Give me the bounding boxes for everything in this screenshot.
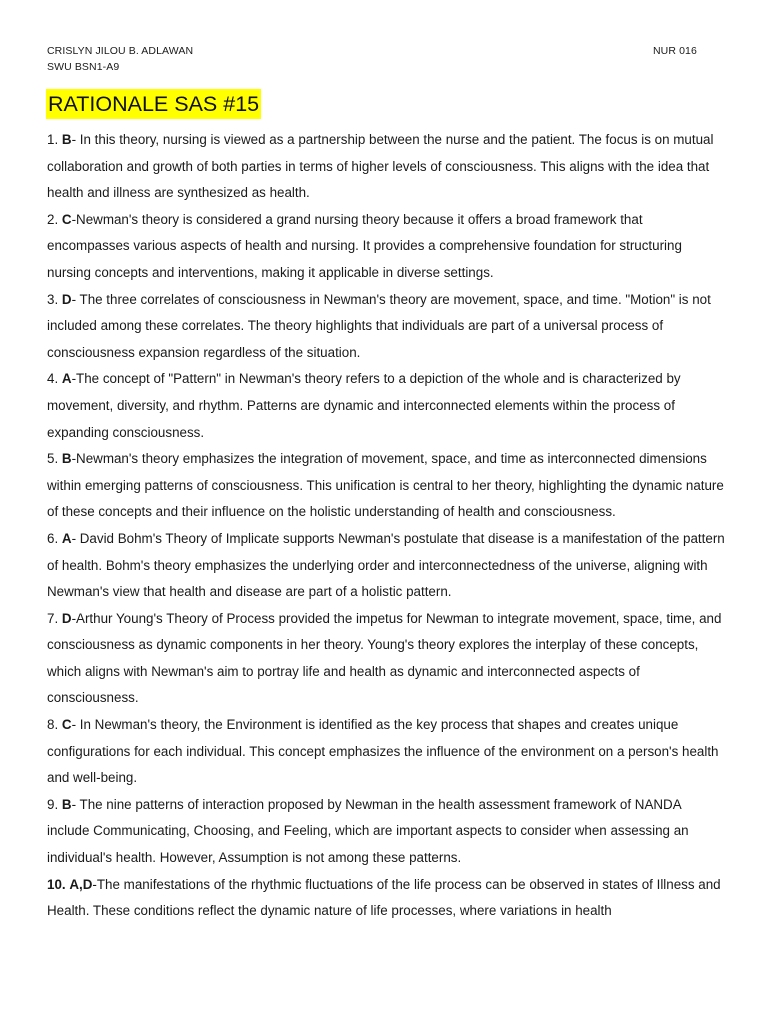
rationale-item [47, 207, 727, 287]
item-answer: D [61, 610, 72, 626]
item-answer: C [61, 211, 72, 227]
rationale-item [47, 526, 727, 606]
item-number: 8. [47, 717, 59, 733]
item-number: 1. [47, 132, 59, 147]
rationale-item [47, 606, 727, 712]
rationale-item [47, 287, 727, 367]
student-name: CRISLYN JILOU B. ADLAWAN [47, 45, 194, 57]
item-number: 9. [47, 796, 59, 812]
course-code: NUR 016 [653, 45, 697, 57]
rationale-item [47, 872, 727, 925]
rationale-item [47, 446, 727, 526]
rationale-item [47, 712, 727, 792]
item-answer: B [61, 796, 72, 812]
item-text: -Arthur Young's Theory of Process provided the impetus for Newman to integrate movement, space, time, and consciousness as dynamic components in her theory. Young's theory explores the interplay of these concepts, which aligns with Newman's aim to portray life and health as dynamic and interconnected aspects of consciousness. [47, 610, 722, 706]
item-number: 4. [47, 371, 59, 387]
item-text: - The nine patterns of interaction proposed by Newman in the health assessment framework of NANDA include Communicating, Choosing, and Feeling, which are important aspects to consider when assessing an individual's health. However, Assumption is not among these patterns. [47, 796, 689, 866]
item-answer: A,D [69, 876, 93, 892]
item-answer: A [61, 371, 72, 387]
item-answer: C [61, 717, 72, 733]
item-answer: D [61, 291, 72, 307]
item-text: - The three correlates of consciousness in Newman's theory are movement, space, and time. "Motion" is not included among these correlates. The theory highlights that individuals are part of a universal process of consciousness expansion regardless of the situation. [47, 291, 711, 360]
item-answer: A [61, 530, 72, 546]
item-number: 3. [47, 291, 59, 307]
item-answer: B [61, 132, 72, 147]
item-text: - In Newman's theory, the Environment is identified as the key process that shapes and creates unique configurations for each individual. This concept emphasizes the influence of the environment on a person's health and well-being. [47, 717, 719, 786]
item-number: 10. [47, 876, 66, 892]
rationale-item [47, 366, 727, 446]
item-number: 6. [47, 530, 59, 546]
item-number: 2. [47, 211, 59, 227]
item-number: 5. [47, 451, 59, 467]
item-text: -Newman's theory emphasizes the integration of movement, space, and time as interconnected dimensions within emerging patterns of consciousness. This unification is central to her theory, highlighting the dynamic nature of these concepts and their influence on the holistic understanding of health and consciousness. [47, 451, 724, 520]
item-text: -Newman's theory is considered a grand nursing theory because it offers a broad framework that encompasses various aspects of health and nursing. It provides a comprehensive foundation for structuring nursing concepts and interventions, making it applicable in diverse settings. [47, 211, 682, 280]
item-text: -The concept of "Pattern" in Newman's theory refers to a depiction of the whole and is characterized by movement, diversity, and rhythm. Patterns are dynamic and interconnected elements within the process of expanding consciousness. [47, 371, 681, 440]
rationale-item [47, 792, 727, 872]
item-answer: B [61, 451, 72, 467]
item-number: 7. [47, 610, 59, 626]
rationale-item [47, 127, 727, 207]
student-section: SWU BSN1-A9 [47, 61, 120, 73]
item-text: - In this theory, nursing is viewed as a partnership between the nurse and the patient. The focus is on mutual collaboration and growth of both parties in terms of higher levels of consciousness. This aligns with the idea that health and illness are synthesized as health. [47, 132, 714, 201]
item-text: - David Bohm's Theory of Implicate supports Newman's postulate that disease is a manifestation of the pattern of health. Bohm's theory emphasizes the underlying order and interconnectedness of the universe, aligning with Newman's view that health and disease are part of a holistic pattern. [47, 530, 725, 600]
document-title: RATIONALE SAS #15 [46, 89, 261, 119]
rationale-list [47, 127, 727, 925]
item-text: -The manifestations of the rhythmic fluctuations of the life process can be observed in states of Illness and Health. These conditions reflect the dynamic nature of life processes, where variations in health [47, 876, 721, 919]
